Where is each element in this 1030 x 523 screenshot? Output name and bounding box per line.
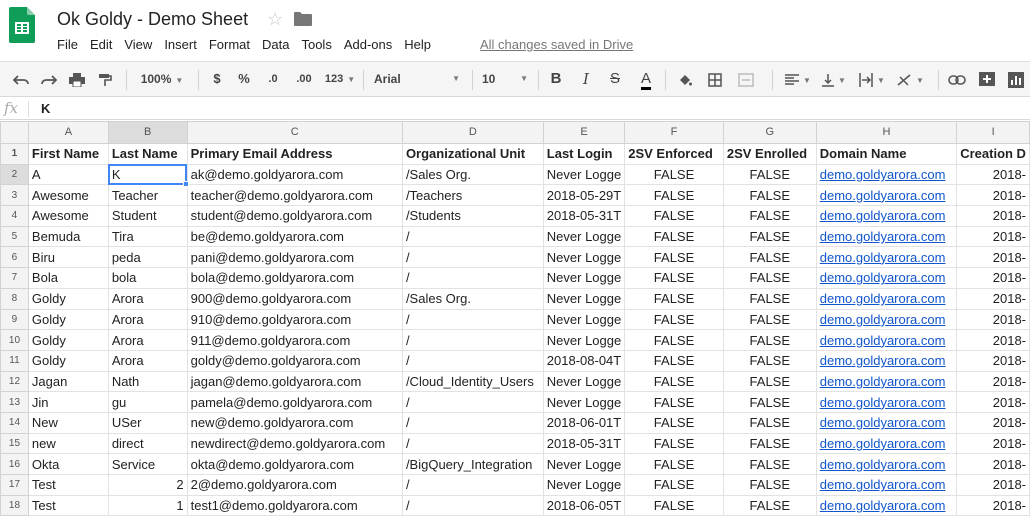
cell[interactable]: FALSE [723,412,816,433]
cell[interactable]: FALSE [723,433,816,454]
menu-addons[interactable]: Add-ons [343,37,393,52]
cell[interactable]: /BigQuery_Integration [402,454,543,475]
cell[interactable]: bola@demo.goldyarora.com [187,268,402,289]
strikethrough-button[interactable]: S [609,70,620,87]
cell[interactable]: demo.goldyarora.com [816,164,956,185]
caret-down-icon: ▼ [452,74,460,83]
menu-tools[interactable]: Tools [301,37,332,52]
column-header-d[interactable]: D [402,122,543,144]
cell[interactable]: Never Logge [543,164,624,185]
table-row [1,454,1030,475]
cell[interactable]: Never Logge [543,268,624,289]
caret-down-icon: ▼ [916,76,924,85]
merge-cells-icon[interactable] [734,62,758,96]
cell[interactable]: 2018- [957,268,1030,289]
cell[interactable]: 2018- [957,309,1030,330]
cell[interactable]: Goldy [28,350,108,371]
table-row [1,412,1030,433]
cell[interactable]: New [28,412,108,433]
cell[interactable]: 2018- [957,288,1030,309]
cell[interactable]: FALSE [625,226,724,247]
cell[interactable]: pani@demo.goldyarora.com [187,247,402,268]
cell[interactable]: Never Logge [543,330,624,351]
header-cell[interactable]: Last Name [108,144,187,165]
cell[interactable]: Awesome [28,185,108,206]
table-row [1,247,1030,268]
font-family-value: Arial [374,72,401,86]
folder-icon[interactable] [294,12,312,26]
row-header[interactable]: 17 [1,475,29,496]
cell[interactable]: Jin [28,392,108,413]
header-cell[interactable]: Primary Email Address [187,144,402,165]
cell[interactable]: 2@demo.goldyarora.com [187,475,402,496]
row-header[interactable]: 15 [1,433,29,454]
cell[interactable]: 2018- [957,392,1030,413]
save-status-link[interactable]: All changes saved in Drive [480,37,634,52]
table-row [1,371,1030,392]
row-header[interactable]: 8 [1,288,29,309]
table-row [1,268,1030,289]
table-row [1,433,1030,454]
cell[interactable]: FALSE [723,309,816,330]
row-header[interactable]: 2 [1,164,29,185]
cell[interactable]: demo.goldyarora.com [816,309,956,330]
cell[interactable]: FALSE [625,371,724,392]
text-wrapping-icon[interactable] [858,62,886,96]
cell[interactable]: 2018- [957,247,1030,268]
cell[interactable]: /Cloud_Identity_Users [402,371,543,392]
header-cell[interactable]: Organizational Unit [402,144,543,165]
row-header[interactable]: 1 [1,144,29,165]
cell[interactable]: Never Logge [543,288,624,309]
print-icon[interactable] [66,62,88,96]
cell[interactable]: FALSE [625,309,724,330]
cell[interactable]: 910@demo.goldyarora.com [187,309,402,330]
header-row [1,144,1030,165]
star-icon[interactable]: ☆ [267,9,284,29]
cell[interactable]: Never Logge [543,392,624,413]
horizontal-align-icon[interactable] [784,62,812,96]
cell[interactable]: 2018- [957,226,1030,247]
cell[interactable]: jagan@demo.goldyarora.com [187,371,402,392]
cell[interactable]: Arora [108,330,187,351]
cell[interactable]: / [402,247,543,268]
formula-bar [0,97,1030,120]
cell[interactable]: teacher@demo.goldyarora.com [187,185,402,206]
cell[interactable]: FALSE [723,247,816,268]
cell[interactable]: demo.goldyarora.com [816,247,956,268]
cell[interactable]: Awesome [28,206,108,227]
row-header[interactable]: 11 [1,350,29,371]
column-header-g[interactable]: G [723,122,816,144]
increase-decimal-button[interactable]: .00 [296,73,312,85]
font-size-select[interactable] [482,62,530,96]
fill-color-icon[interactable] [674,62,696,96]
row-header[interactable]: 16 [1,454,29,475]
cell[interactable]: 2 [108,475,187,496]
cell[interactable]: 2018- [957,475,1030,496]
cell[interactable]: demo.goldyarora.com [816,268,956,289]
cell[interactable]: ak@demo.goldyarora.com [187,164,402,185]
menu-help[interactable]: Help [404,37,431,52]
cell[interactable]: FALSE [625,288,724,309]
zoom-select[interactable] [140,62,184,96]
column-header-h[interactable]: H [816,122,956,144]
cell[interactable]: / [402,412,543,433]
row-header[interactable]: 13 [1,392,29,413]
cell[interactable]: Never Logge [543,247,624,268]
menu-edit[interactable]: Edit [89,37,113,52]
cell[interactable]: new [28,433,108,454]
table-row [1,475,1030,496]
table-row [1,164,1030,185]
cell[interactable]: demo.goldyarora.com [816,330,956,351]
table-row [1,495,1030,516]
paint-format-icon[interactable] [94,62,116,96]
cell[interactable]: 2018- [957,371,1030,392]
cell[interactable]: FALSE [625,330,724,351]
cell[interactable]: FALSE [625,206,724,227]
column-header-f[interactable]: F [625,122,724,144]
cell[interactable]: / [402,268,543,289]
cell[interactable]: A [28,164,108,185]
cell[interactable]: 2018- [957,433,1030,454]
menu-data[interactable]: Data [262,37,290,52]
table-row [1,206,1030,227]
cell[interactable]: /Students [402,206,543,227]
cell[interactable]: FALSE [625,247,724,268]
cell[interactable]: / [402,309,543,330]
table-row [1,392,1030,413]
header-cell[interactable]: 2SV Enrolled [723,144,816,165]
cell[interactable]: FALSE [723,495,816,516]
google-sheets-logo-icon[interactable] [9,7,35,43]
menu-insert[interactable]: Insert [164,37,197,52]
cell[interactable]: Never Logge [543,454,624,475]
cell[interactable]: Okta [28,454,108,475]
cell[interactable]: pamela@demo.goldyarora.com [187,392,402,413]
caret-down-icon: ▼ [175,76,184,85]
cell[interactable]: Arora [108,288,187,309]
cell[interactable]: FALSE [723,371,816,392]
cell[interactable]: Test [28,495,108,516]
header-cell[interactable]: Last Login [543,144,624,165]
cell[interactable]: demo.goldyarora.com [816,350,956,371]
cell[interactable]: Never Logge [543,371,624,392]
column-header-i[interactable]: I [957,122,1030,144]
menu-file[interactable]: File [57,37,78,52]
cell[interactable]: newdirect@demo.goldyarora.com [187,433,402,454]
row-header[interactable]: 3 [1,185,29,206]
caret-down-icon: ▼ [838,76,846,85]
cell[interactable]: demo.goldyarora.com [816,392,956,413]
table-row [1,226,1030,247]
percent-format-button[interactable]: % [238,71,250,86]
fx-icon: fx [4,99,19,117]
cell[interactable]: Service [108,454,187,475]
cell[interactable]: FALSE [723,392,816,413]
row-header[interactable]: 6 [1,247,29,268]
caret-down-icon: ▼ [520,74,528,83]
bold-button[interactable]: B [550,70,562,87]
cell[interactable]: new@demo.goldyarora.com [187,412,402,433]
cell[interactable]: gu [108,392,187,413]
cell[interactable]: FALSE [625,350,724,371]
cell[interactable]: Never Logge [543,226,624,247]
cell[interactable]: demo.goldyarora.com [816,433,956,454]
cell[interactable]: 2018- [957,412,1030,433]
caret-down-icon: ▼ [803,76,811,85]
cell[interactable]: FALSE [625,164,724,185]
cell[interactable]: / [402,350,543,371]
cell[interactable]: demo.goldyarora.com [816,412,956,433]
cell[interactable]: demo.goldyarora.com [816,454,956,475]
cell[interactable]: 2018- [957,350,1030,371]
cell[interactable]: FALSE [625,268,724,289]
cell[interactable]: 900@demo.goldyarora.com [187,288,402,309]
header-cell[interactable]: First Name [28,144,108,165]
cell[interactable]: 2018- [957,164,1030,185]
cell[interactable]: 2018-05-31T [543,206,624,227]
cell-table [0,121,1030,516]
header-cell[interactable]: Domain Name [816,144,956,165]
undo-icon[interactable] [10,62,32,96]
header-cell[interactable]: Creation D [957,144,1030,165]
select-all-corner[interactable] [1,122,29,144]
cell[interactable]: USer [108,412,187,433]
column-header-e[interactable]: E [543,122,624,144]
row-header[interactable]: 4 [1,206,29,227]
cell[interactable]: 2018-08-04T [543,350,624,371]
cell[interactable]: Test [28,475,108,496]
document-title[interactable]: Ok Goldy - Demo Sheet [57,9,249,29]
cell[interactable]: 2018- [957,185,1030,206]
cell[interactable]: FALSE [723,330,816,351]
cell[interactable]: Bemuda [28,226,108,247]
vertical-align-icon[interactable] [820,62,848,96]
cell[interactable]: Student [108,206,187,227]
cell[interactable]: demo.goldyarora.com [816,185,956,206]
cell[interactable]: peda [108,247,187,268]
row-header[interactable]: 10 [1,330,29,351]
italic-button[interactable]: I [583,70,589,88]
text-color-label: A [641,71,651,90]
table-row [1,288,1030,309]
cell[interactable]: okta@demo.goldyarora.com [187,454,402,475]
column-header-c[interactable]: C [187,122,402,144]
cell[interactable]: FALSE [723,350,816,371]
cell[interactable]: 1 [108,495,187,516]
more-formats-label: 123 [324,73,344,85]
row-header[interactable]: 5 [1,226,29,247]
cell[interactable]: 911@demo.goldyarora.com [187,330,402,351]
cell[interactable]: Bola [28,268,108,289]
currency-format-button[interactable]: $ [213,71,221,86]
formula-input[interactable]: K [41,101,51,116]
cell[interactable]: 2018-06-05T [543,495,624,516]
spreadsheet-grid [0,121,1030,523]
cell[interactable]: /Sales Org. [402,288,543,309]
cell[interactable]: FALSE [625,475,724,496]
cell[interactable]: test1@demo.goldyarora.com [187,495,402,516]
menu-format[interactable]: Format [208,37,250,52]
cell[interactable]: direct [108,433,187,454]
caret-down-icon: ▼ [347,75,356,84]
cell[interactable]: Biru [28,247,108,268]
cell[interactable]: be@demo.goldyarora.com [187,226,402,247]
column-header-b[interactable]: B [108,122,187,144]
table-row [1,350,1030,371]
table-row [1,185,1030,206]
table-row [1,330,1030,351]
cell[interactable]: demo.goldyarora.com [816,288,956,309]
cell[interactable]: demo.goldyarora.com [816,206,956,227]
text-color-button[interactable] [634,62,658,96]
cell[interactable]: Goldy [28,330,108,351]
caret-down-icon: ▼ [877,76,885,85]
cell[interactable]: /Teachers [402,185,543,206]
font-family-select[interactable] [374,62,464,96]
cell[interactable]: Teacher [108,185,187,206]
row-header[interactable]: 9 [1,309,29,330]
cell[interactable]: 2018-06-01T [543,412,624,433]
cell[interactable]: 2018- [957,454,1030,475]
cell[interactable]: goldy@demo.goldyarora.com [187,350,402,371]
cell[interactable]: demo.goldyarora.com [816,226,956,247]
cell[interactable]: Never Logge [543,475,624,496]
formula-bar-divider [28,101,29,117]
font-size-value: 10 [482,72,496,86]
cell[interactable]: Nath [108,371,187,392]
cell[interactable]: FALSE [625,185,724,206]
decrease-decimal-button[interactable]: .0 [268,73,278,85]
cell[interactable]: 2018-05-29T [543,185,624,206]
menu-bar [57,37,443,53]
cell[interactable]: FALSE [723,288,816,309]
redo-icon[interactable] [38,62,60,96]
menu-view[interactable]: View [124,37,153,52]
zoom-value: 100% [140,72,172,86]
cell[interactable]: FALSE [625,412,724,433]
cell[interactable]: FALSE [625,392,724,413]
cell[interactable]: Tira [108,226,187,247]
cell[interactable]: FALSE [723,268,816,289]
text-rotation-icon[interactable] [894,62,926,96]
cell[interactable]: FALSE [723,475,816,496]
cell[interactable]: K [108,164,187,185]
cell[interactable]: 2018-05-31T [543,433,624,454]
cell[interactable]: Goldy [28,288,108,309]
row-header[interactable]: 18 [1,495,29,516]
cell[interactable]: FALSE [723,206,816,227]
cell[interactable]: /Sales Org. [402,164,543,185]
cell[interactable]: FALSE [625,433,724,454]
cell[interactable]: Arora [108,309,187,330]
insert-link-icon[interactable] [946,62,968,96]
cell[interactable]: demo.goldyarora.com [816,495,956,516]
insert-chart-icon[interactable] [1004,62,1028,96]
cell[interactable]: / [402,330,543,351]
toolbar [0,61,1030,97]
cell[interactable]: FALSE [723,164,816,185]
more-formats-button[interactable] [323,62,357,96]
cell[interactable]: / [402,475,543,496]
row-header[interactable]: 7 [1,268,29,289]
cell[interactable]: Never Logge [543,309,624,330]
cell[interactable]: / [402,226,543,247]
cell[interactable]: FALSE [723,226,816,247]
cell[interactable]: 2018- [957,206,1030,227]
row-header[interactable]: 14 [1,412,29,433]
header-cell[interactable]: 2SV Enforced [625,144,724,165]
cell[interactable]: / [402,495,543,516]
cell[interactable]: Jagan [28,371,108,392]
cell[interactable]: student@demo.goldyarora.com [187,206,402,227]
cell[interactable]: bola [108,268,187,289]
insert-comment-icon[interactable] [976,62,998,96]
cell[interactable]: FALSE [723,454,816,475]
cell[interactable]: 2018- [957,330,1030,351]
cell[interactable]: demo.goldyarora.com [816,475,956,496]
cell[interactable]: FALSE [723,185,816,206]
cell[interactable]: Arora [108,350,187,371]
borders-icon[interactable] [704,62,726,96]
cell[interactable]: FALSE [625,454,724,475]
cell[interactable]: 2018- [957,495,1030,516]
column-header-a[interactable]: A [28,122,108,144]
fill-handle[interactable] [183,181,189,187]
cell[interactable]: demo.goldyarora.com [816,371,956,392]
cell[interactable]: / [402,433,543,454]
cell[interactable]: / [402,392,543,413]
row-header[interactable]: 12 [1,371,29,392]
cell[interactable]: Goldy [28,309,108,330]
table-row [1,309,1030,330]
cell[interactable]: FALSE [625,495,724,516]
